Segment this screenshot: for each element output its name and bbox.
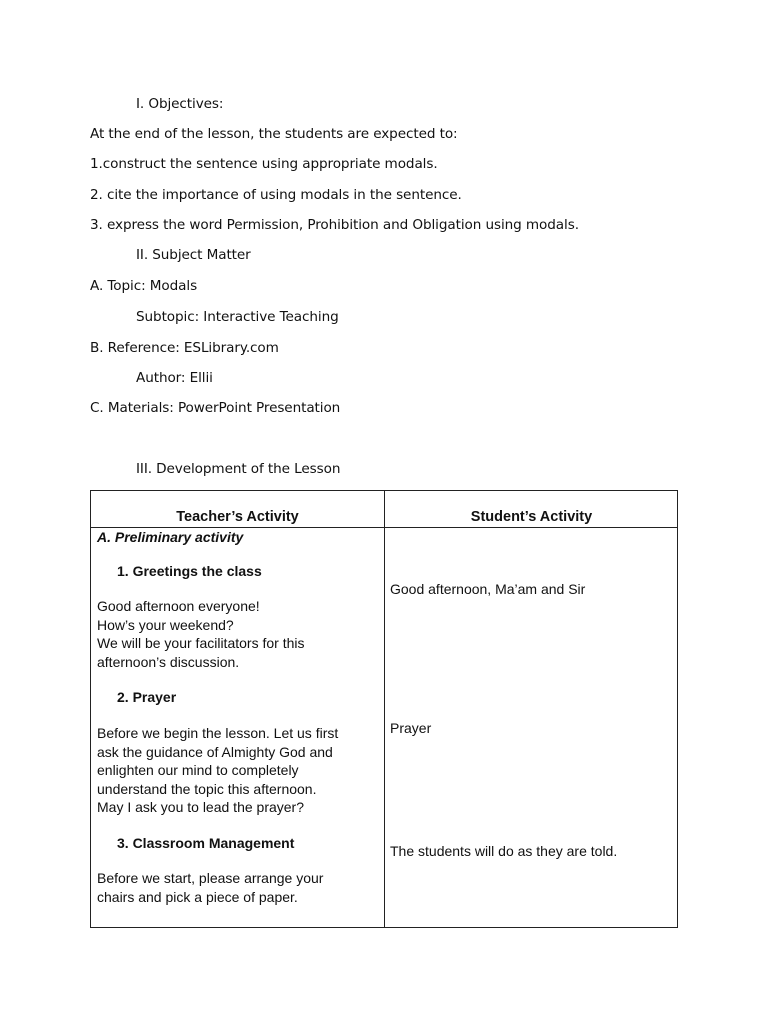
classroom-management-response: The students will do as they are told. bbox=[390, 843, 618, 859]
lesson-activity-table bbox=[90, 490, 678, 928]
author-line: Author: Ellii bbox=[136, 370, 213, 386]
prayer-response: Prayer bbox=[390, 720, 432, 736]
development-heading: III. Development of the Lesson bbox=[136, 461, 341, 477]
objective-item-1: 1.construct the sentence using appropriate modals. bbox=[90, 156, 438, 172]
objectives-heading: I. Objectives: bbox=[136, 96, 224, 112]
greetings-text: Good afternoon everyone! How’s your weekend? We will be your facilitators for this afternoon’s discussion. bbox=[97, 598, 305, 670]
topic-line: A. Topic: Modals bbox=[90, 278, 198, 294]
materials-line: C. Materials: PowerPoint Presentation bbox=[90, 400, 341, 416]
column-divider bbox=[384, 491, 385, 927]
reference-line: B. Reference: ESLibrary.com bbox=[90, 340, 279, 356]
greetings-title: 1. Greetings the class bbox=[117, 563, 262, 579]
classroom-management-text: Before we start, please arrange your chairs and pick a piece of paper. bbox=[97, 870, 324, 905]
prayer-title: 2. Prayer bbox=[117, 689, 177, 705]
objectives-intro: At the end of the lesson, the students are expected to: bbox=[90, 126, 458, 142]
objective-item-2: 2. cite the importance of using modals in the sentence. bbox=[90, 187, 462, 203]
objective-item-3: 3. express the word Permission, Prohibition and Obligation using modals. bbox=[90, 217, 579, 233]
prayer-text: Before we begin the lesson. Let us first ask the guidance of Almighty God and enlighten our mind to completely understand the topic this afternoon. May I ask you to lead the prayer? bbox=[97, 725, 339, 815]
greetings-response: Good afternoon, Ma’am and Sir bbox=[390, 581, 586, 597]
student-activity-header: Student’s Activity bbox=[470, 509, 593, 525]
subtopic-line: Subtopic: Interactive Teaching bbox=[136, 309, 339, 325]
subject-matter-heading: II. Subject Matter bbox=[136, 247, 251, 263]
classroom-management-title: 3. Classroom Management bbox=[117, 835, 295, 851]
preliminary-activity-label: A. Preliminary activity bbox=[97, 529, 244, 545]
teacher-activity-header: Teacher’s Activity bbox=[176, 509, 299, 525]
